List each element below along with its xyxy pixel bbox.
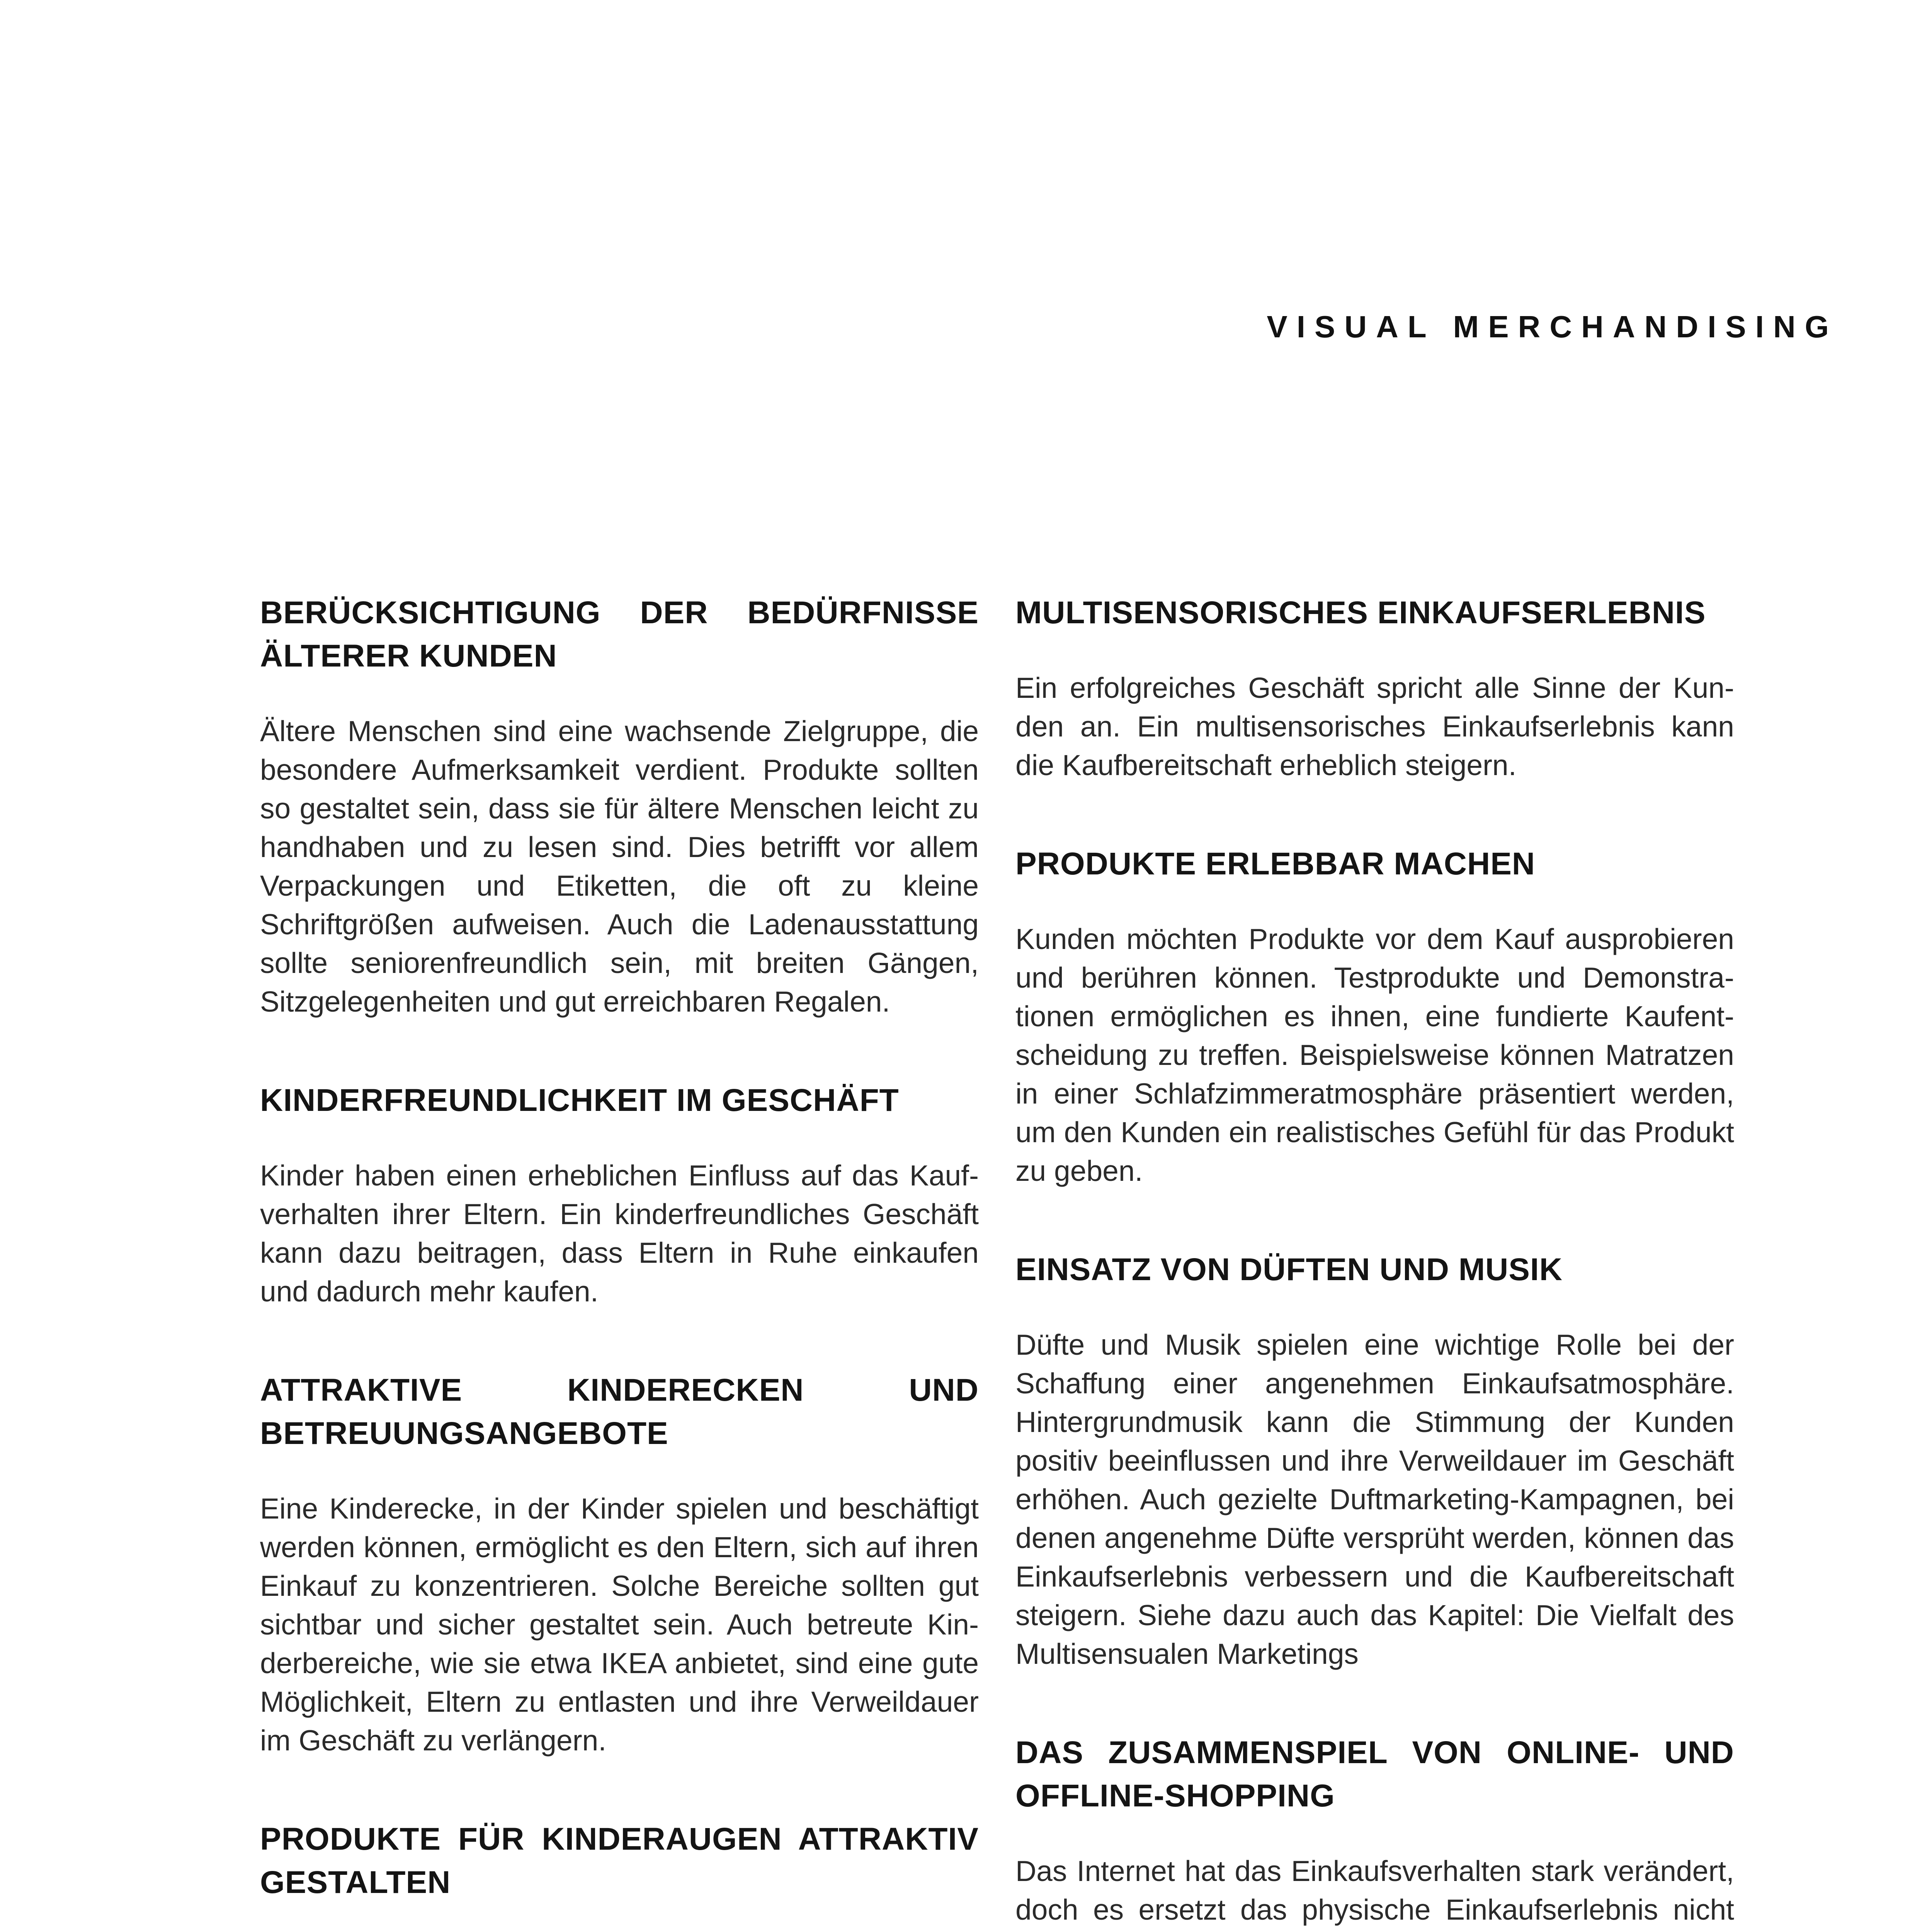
section bbox=[260, 1079, 979, 1311]
section-heading: KINDERFREUNDLICHKEIT IM GESCHÄFT bbox=[260, 1083, 899, 1118]
section-heading: PRODUKTE FÜR KINDERAUGEN ATTRAKTIV GESTALTEN bbox=[260, 1821, 979, 1900]
section-body: Ein erfolgreiches Geschäft spricht alle Sinne der Kunden an. Ein multisensorisches Einkaufserlebnis kann die Kaufbereitschaft erheblich steigern. bbox=[1015, 672, 1734, 781]
section-body: Düfte und Musik spielen eine wichtige Rolle bei der Schaffung einer angenehmen Einkaufsatmosphäre. Hintergrundmusik kann die Stimmung der Kunden positiv beeinflussen und ihre Verweildauer im Geschäft erhöhen. Auch gezielte Duftmarketing-Kampagnen, bei denen angenehme Düfte versprüht werden, können das Einkaufserlebnis verbessern und die Kaufbereitschaft steigern. Siehe dazu auch das Kapitel: Die Vielfalt des Multisensualen Marketings bbox=[1015, 1328, 1734, 1670]
section-body: Ältere Menschen sind eine wachsende Zielgruppe, die besondere Aufmerksamkeit verdient. Produkte sollten so gestaltet sein, dass sie für ältere Menschen leicht zu handhaben und zu lesen sind. Dies betrifft vor allem Verpackungen und Etiketten, die oft zu kleine Schriftgrößen aufweisen. Auch die Ladenausstattung sollte seniorenfreundlich sein, mit breiten Gängen, Sitzgelegenheiten und gut erreichbaren Regalen. bbox=[260, 715, 979, 1018]
section-heading: BERÜCKSICHTIGUNG DER BEDÜRFNISSE ÄLTERER KUNDEN bbox=[260, 595, 979, 673]
section-body: Kunden möchten Produkte vor dem Kauf ausprobieren und berühren können. Testprodukte und Demonstrationen ermöglichen es ihnen, eine fundierte Kaufentscheidung zu treffen. Beispielsweise können Matratzen in einer Schlafzimmeratmosphäre präsentiert werden, um den Kunden ein realistisches Gefühl für das Produkt zu geben. bbox=[1015, 923, 1734, 1187]
section bbox=[1015, 591, 1734, 784]
section-heading: PRODUKTE ERLEBBAR MACHEN bbox=[1015, 846, 1536, 881]
section bbox=[260, 591, 979, 1021]
section-body: Eine Kinderecke, in der Kinder spielen und beschäftigt werden können, ermöglicht es den Eltern, sich auf ihren Einkauf zu konzentrieren. Solche Bereiche sollten gut sichtbar und sicher gestaltet sein. Auch betreute Kinderbereiche, wie sie etwa IKEA anbietet, sind eine gute Möglichkeit, Eltern zu entlasten und ihre Verweildauer im Geschäft zu verlängern. bbox=[260, 1492, 979, 1757]
section bbox=[1015, 1731, 1734, 1932]
section bbox=[1015, 842, 1734, 1190]
section bbox=[1015, 1248, 1734, 1673]
section-body: Kinder haben einen erheblichen Einfluss auf das Kaufverhalten ihrer Eltern. Ein kinderfreundliches Geschäft kann dazu beitragen, dass Eltern in Ruhe einkaufen und dadurch mehr kaufen. bbox=[260, 1159, 979, 1308]
section-heading: ATTRAKTIVE KINDERECKEN UND BETREUUNGSANGEBOTE bbox=[260, 1372, 979, 1451]
section bbox=[260, 1818, 979, 1932]
left-column bbox=[260, 591, 979, 1932]
right-column bbox=[1015, 591, 1734, 1932]
section-heading: EINSATZ VON DÜFTEN UND MUSIK bbox=[1015, 1252, 1563, 1287]
section bbox=[260, 1369, 979, 1760]
section-body: Das Internet hat das Einkaufsverhalten stark verändert, doch es ersetzt das physische Einkaufserlebnis nicht bbox=[1015, 1855, 1734, 1926]
running-header: VISUAL MERCHANDISING bbox=[1267, 310, 1838, 344]
section-heading: DAS ZUSAMMENSPIEL VON ONLINE- UND OFFLINE-SHOPPING bbox=[1015, 1735, 1734, 1813]
section-heading: MULTISENSORISCHES EINKAUFSERLEBNIS bbox=[1015, 595, 1706, 630]
